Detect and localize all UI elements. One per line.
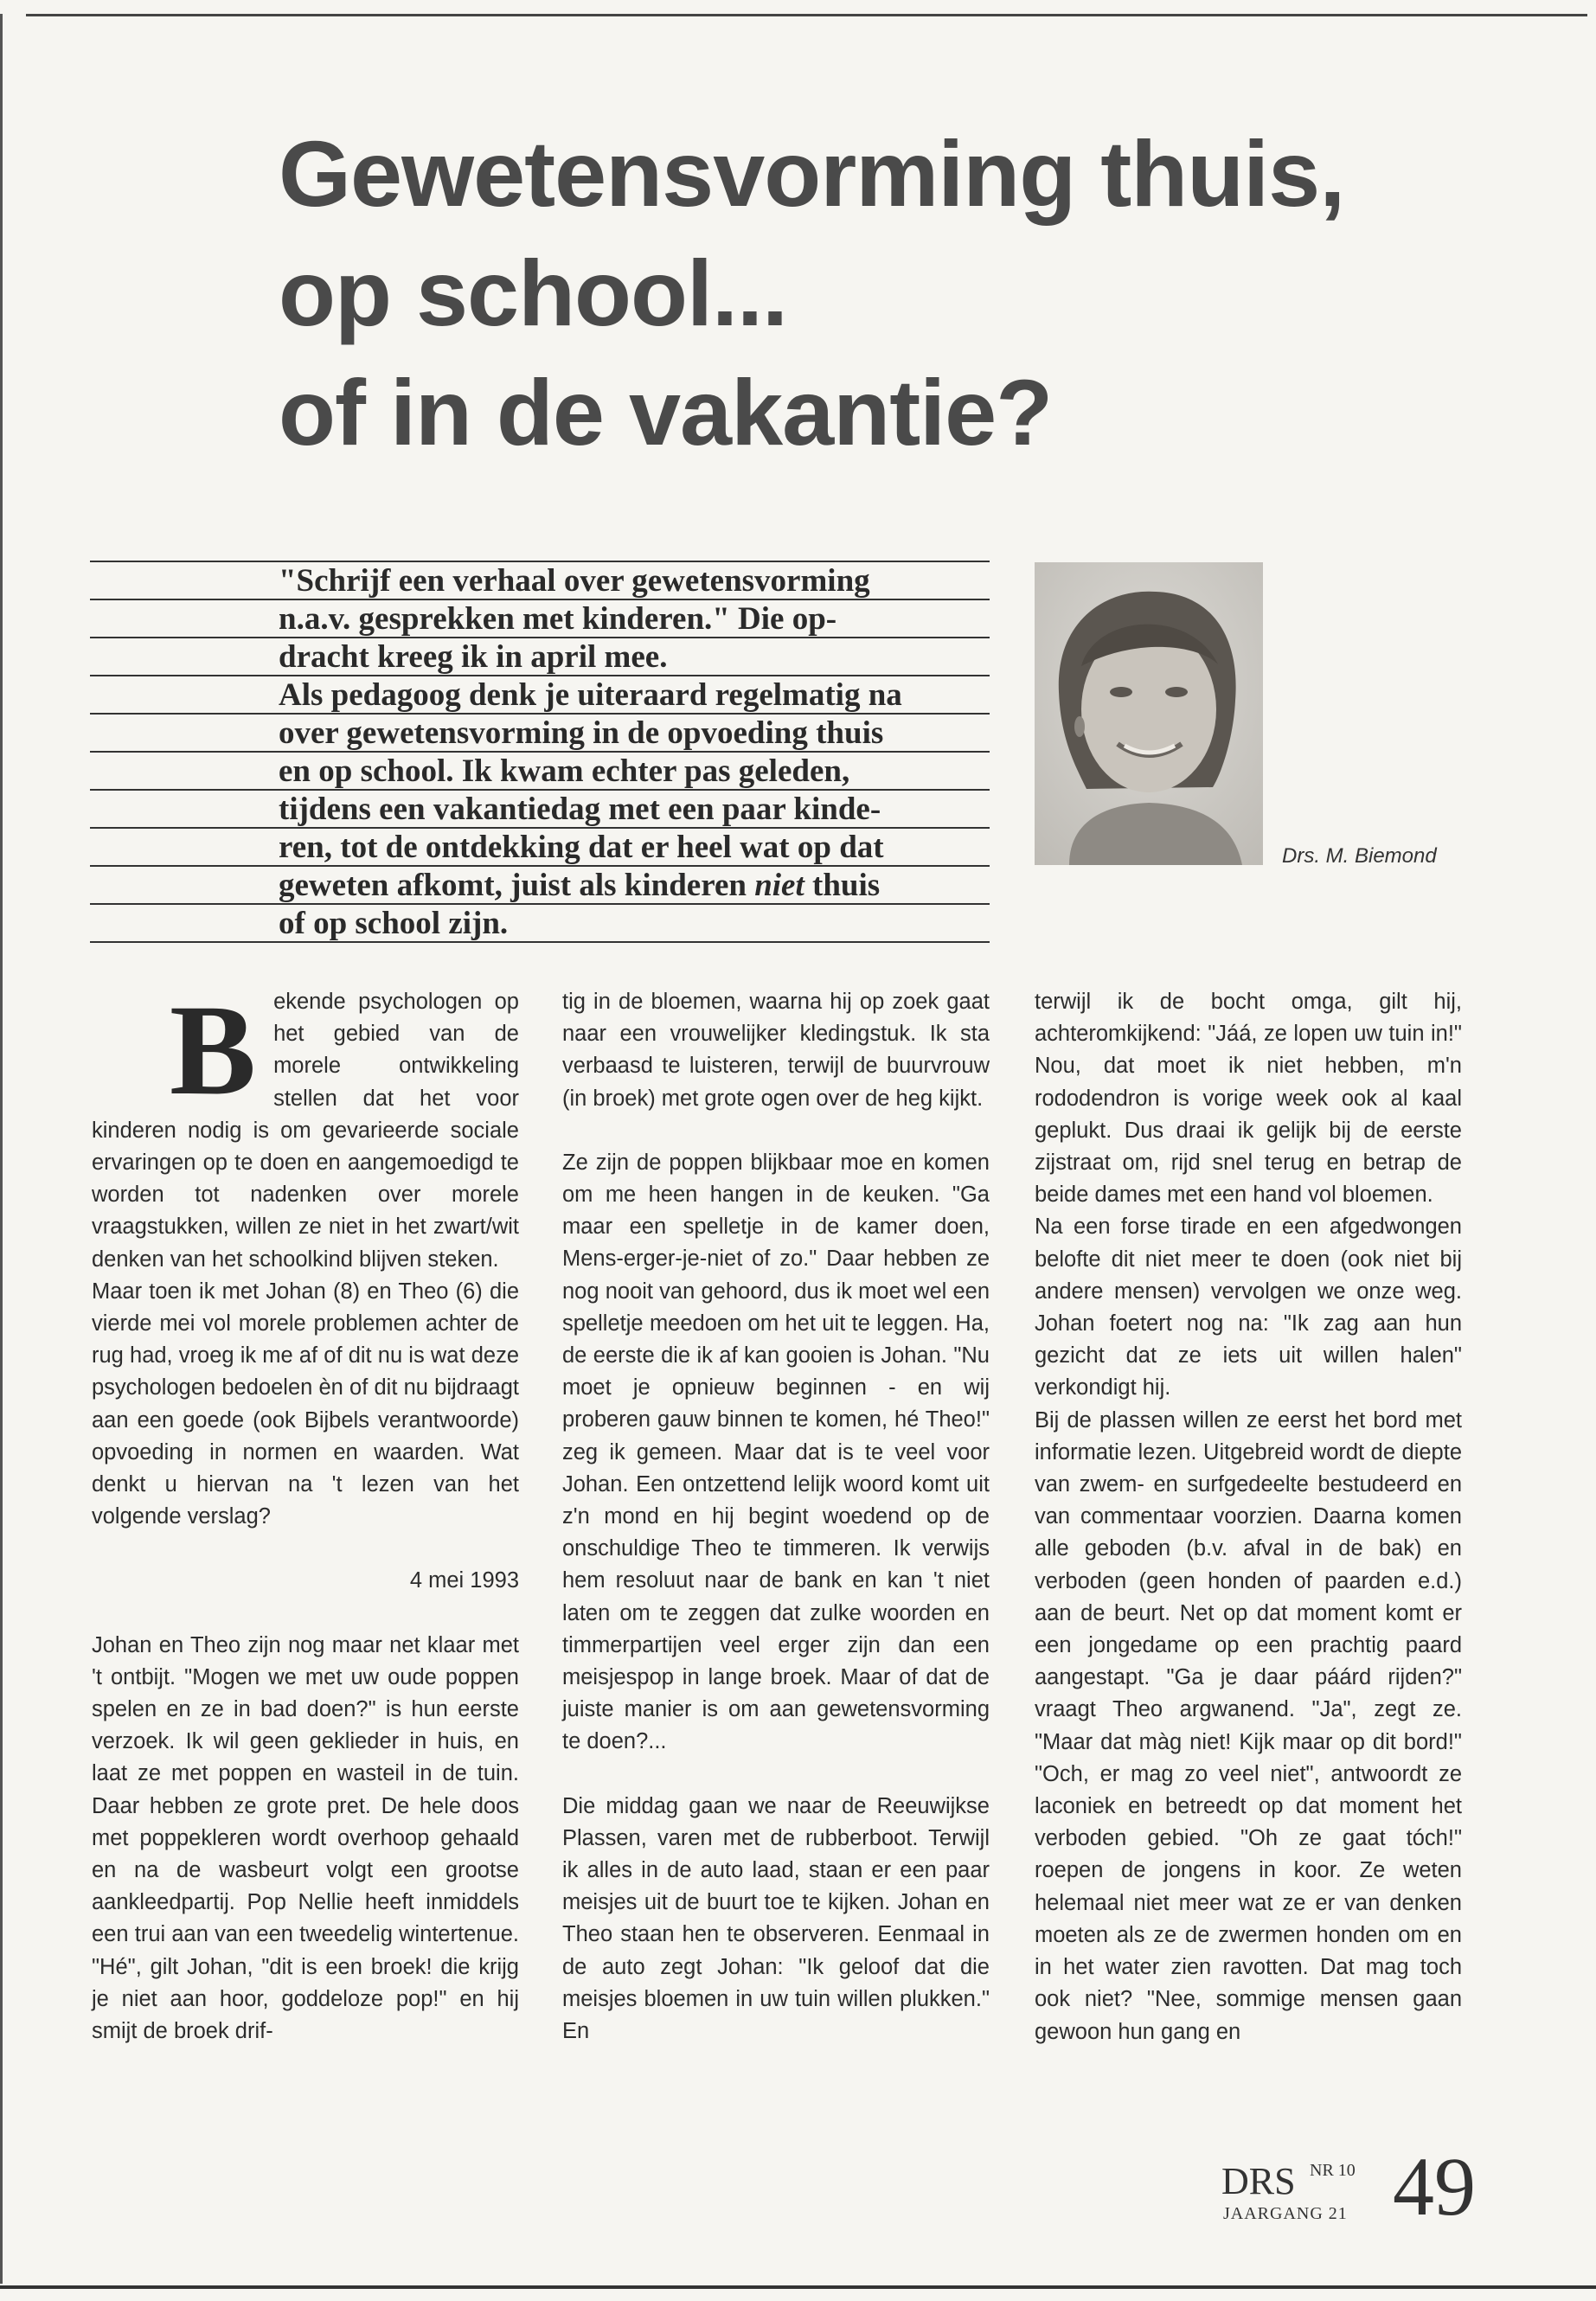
title-line: Gewetensvorming thuis,	[279, 121, 1345, 226]
intro-line: n.a.v. gesprekken met kinderen." Die op-	[90, 600, 990, 638]
intro-line: tijdens een vakantiedag met een paar kinde-	[90, 791, 990, 829]
paragraph: Bij de plassen willen ze eerst het bord met informatie lezen. Uitgebreid wordt de diepte van zwem- en surfgedeelte bestudeerd en van commentaar voorzien. Daarna komen alle geboden (b.v. afval in de bak) en verboden (geen honden of paarden e.d.) aan de beurt. Net op dat moment komt er een jongedame op een prachtig paard aangestapt. "Ga je daar páárd rijden?" vraagt Theo argwanend. "Ja", zegt ze. "Maar dat màg niet! Kijk maar op dit bord!" "Och, er mag zo veel niet", antwoordt ze laconiek en betreedt op dat moment het verboden gebied. "Oh ze gaat tóch!" roepen de jongens in koor. Ze weten helemaal niet meer wat ze er van denken moeten als ze de zwermen honden om en in het water zien ravotten. Dat mag toch ook niet? "Nee, sommige mensen gaan gewoon hun gang en	[1035, 1407, 1462, 2044]
paragraph: Maar toen ik met Johan (8) en Theo (6) die vierde mei vol morele problemen achter de rug had, vroeg ik me af of dit nu is wat deze psychologen bedoelen èn of dit nu bijdraagt aan een goede (ook Bijbels verantwoorde) opvoeding in normen en waarden. Wat denkt u hiervan na 't lezen van het volgende verslag?	[92, 1279, 519, 1529]
bottom-rule	[0, 2285, 1596, 2289]
page-edge	[0, 14, 3, 2284]
article-title	[279, 114, 1403, 472]
paragraph: ekende psychologen op het gebied van de morele ontwikkeling stellen dat het voor kinderen nodig is om gevarieerde sociale ervaringen op te doen en aangemoedigd te worden tot nadenken over morele vraagstukken, willen ze niet in het zwart/wit denken van het schoolkind blijven steken.	[92, 990, 519, 1272]
intro-text: thuis	[804, 868, 881, 903]
title-line: op school...	[279, 240, 788, 345]
intro-line: ren, tot de ontdekking dat er heel wat op dat	[90, 829, 990, 867]
intro-line: over gewetensvorming in de opvoeding thuis	[90, 715, 990, 753]
column-2	[562, 986, 990, 2048]
column-1	[92, 978, 519, 2048]
intro-emphasis: niet	[754, 868, 804, 903]
intro-line: dracht kreeg ik in april mee.	[90, 638, 990, 676]
paragraph: Ze zijn de poppen blijkbaar moe en komen om me heen hangen in de keuken. "Ga maar een spelletje in de kamer doen, Mens-erger-je-niet of zo." Daar hebben ze nog nooit van gehoord, dus ik moet wel een spelletje meedoen om het uit te leggen. Ha, de eerste die ik af kan gooien is Johan. "Nu moet je opnieuw beginnen - en wij proberen gauw binnen te komen, hé Theo!" zeg ik gemeen. Maar dat is te veel voor Johan. Een ontzettend lelijk woord komt uit z'n mond en hij begint woedend op de onschuldige Theo te timmeren. Ik verwijs hem resoluut naar de bank en kan 't niet laten om te zeggen dat zulke woorden en timmerpartijen veel erger zijn dan een meisjespop in lange broek. Maar of dat de juiste manier is om aan gewetensvorming te doen?...	[562, 1150, 990, 1754]
issue-number: NR 10	[1310, 2161, 1356, 2180]
intro-line: of op school zijn.	[90, 905, 990, 943]
photo-caption: Drs. M. Biemond	[1282, 844, 1437, 868]
intro-line	[90, 867, 990, 905]
volume-label: JAARGANG 21	[1223, 2204, 1348, 2223]
column-3	[1035, 986, 1462, 2048]
paragraph: terwijl ik de bocht omga, gilt hij, achteromkijkend: "Jáá, ze lopen uw tuin in!" Nou, dat moet ik niet hebben, m'n rododendron is vorige week ook al kaal geplukt. Dus draai ik gelijk bij de eerste zijstraat om, rijd snel terug en betrap de beide dames met een hand vol bloemen.	[1035, 990, 1462, 1208]
intro-lead	[90, 561, 990, 943]
paragraph: Na een forse tirade en een afgedwongen belofte dit niet meer te doen (ook niet bij andere mensen) vervolgen we onze weg. Johan foetert nog na: "Ik zag aan hun gezicht dat ze iets uit willen halen" verkondigt hij.	[1035, 1215, 1462, 1400]
intro-line: en op school. Ik kwam echter pas geleden,	[90, 753, 990, 791]
diary-date: 4 mei 1993	[409, 1568, 519, 1593]
top-rule	[26, 14, 1587, 16]
page-number: 49	[1393, 2140, 1476, 2233]
intro-line: Als pedagoog denk je uiteraard regelmatig na	[90, 676, 990, 715]
intro-text: geweten afkomt, juist als kinderen	[279, 868, 755, 903]
magazine-name: DRS	[1221, 2160, 1296, 2202]
paragraph: Die middag gaan we naar de Reeuwijkse Plassen, varen met de rubberboot. Terwijl ik alles in de auto laad, staan er een paar meisjes uit de buurt toe te kijken. Johan en Theo staan hen te observeren. Eenmaal in de auto zegt Johan: "Ik geloof dat die meisjes bloemen in uw tuin willen plukken." En	[562, 1793, 990, 2044]
paragraph: Johan en Theo zijn nog maar net klaar met 't ontbijt. "Mogen we met uw oude poppen spelen en ze in bad doen?" is hun eerste verzoek. Ik wil geen geklieder in huis, en laat ze met poppen en wasteil in de tuin. Daar hebben ze grote pret. De hele doos met poppekleren wordt overhoop gehaald en na de wasbeurt volgt een grootse aankleedpartij. Pop Nellie heeft inmiddels een trui aan van een tweedelig wintertenue. "Hé", gilt Johan, "dit is een broek! die krijg je niet aan hoor, goddeloze pop!" en hij smijt de broek drif-	[92, 1632, 519, 2044]
intro-line: "Schrijf een verhaal over gewetensvorming	[90, 562, 990, 600]
drop-cap: B	[170, 978, 257, 1122]
author-photo	[1035, 562, 1263, 865]
paragraph: tig in de bloemen, waarna hij op zoek gaat naar een vrouwelijker kledingstuk. Ik sta verbaasd te luisteren, terwijl de buurvrouw (in broek) met grote ogen over de heg kijkt.	[562, 990, 990, 1111]
title-line: of in de vakantie?	[279, 360, 1053, 465]
